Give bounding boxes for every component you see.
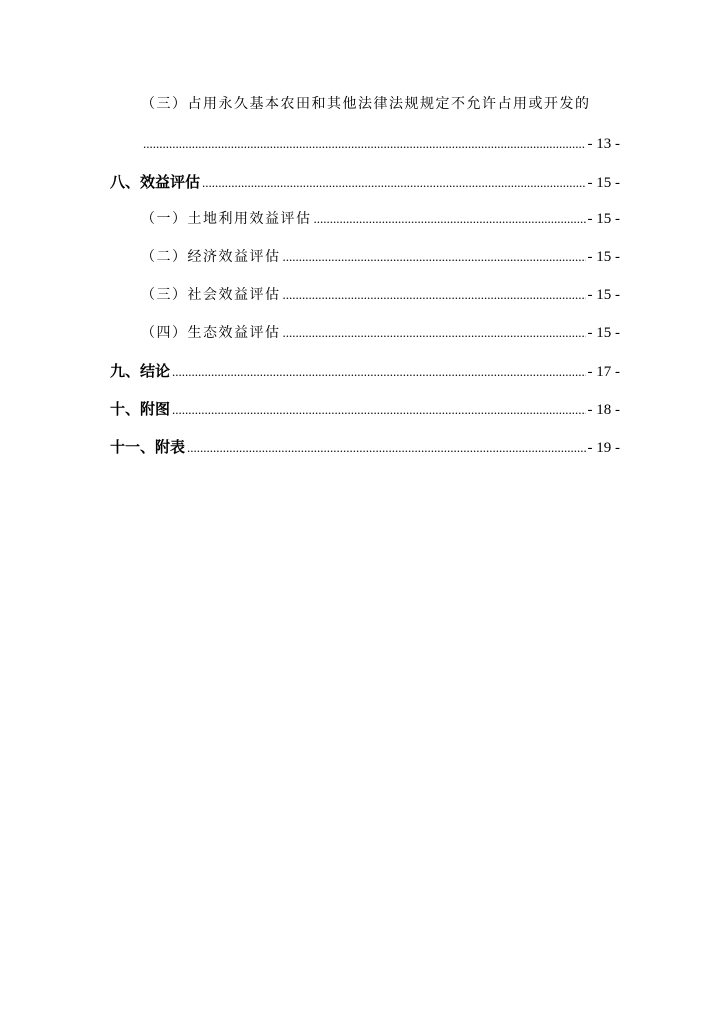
- toc-entry-title: （二）经济效益评估: [141, 249, 281, 265]
- dot-leader: [172, 398, 585, 422]
- toc-page-number: - 15 -: [587, 325, 620, 341]
- toc-entry-3-3[interactable]: [141, 92, 620, 116]
- dot-leader: [202, 171, 585, 195]
- toc-page-number: - 15 -: [587, 211, 620, 227]
- toc-entry-11[interactable]: [110, 435, 620, 459]
- toc-entry-10[interactable]: [110, 397, 620, 421]
- dot-leader: [283, 283, 586, 307]
- toc-entry-title: 十、附图: [110, 400, 171, 418]
- toc-entry-title: 九、结论: [110, 362, 171, 380]
- toc-page-number: - 15 -: [587, 175, 620, 191]
- toc-entry-3-3-continuation[interactable]: [141, 132, 620, 156]
- toc-entry-title: （一）土地利用效益评估: [141, 211, 312, 227]
- toc-entry-8[interactable]: [110, 170, 620, 194]
- toc-page-number: - 19 -: [587, 440, 620, 456]
- dot-leader: [314, 207, 586, 231]
- dot-leader: [143, 132, 586, 156]
- dot-leader: [283, 321, 586, 345]
- toc-page-number: - 13 -: [587, 136, 620, 152]
- toc-entry-8-2[interactable]: [141, 245, 620, 269]
- toc-entry-8-4[interactable]: [141, 321, 620, 345]
- toc-entry-8-1[interactable]: [141, 207, 620, 231]
- dot-leader: [172, 360, 585, 384]
- dot-leader: [283, 245, 586, 269]
- toc-page-number: - 15 -: [587, 249, 620, 265]
- toc-entry-9[interactable]: [110, 359, 620, 383]
- dot-leader: [187, 436, 585, 460]
- toc-entry-title: 十一、附表: [110, 438, 186, 456]
- toc-entry-title: （四）生态效益评估: [141, 325, 281, 341]
- toc-page-number: - 17 -: [587, 364, 620, 380]
- toc-page-number: - 15 -: [587, 287, 620, 303]
- toc-entry-title: （三）占用永久基本农田和其他法律法规规定不允许占用或开发的: [141, 96, 591, 112]
- toc-entry-title: 八、效益评估: [110, 173, 201, 191]
- toc-entry-8-3[interactable]: [141, 283, 620, 307]
- toc-page-number: - 18 -: [587, 402, 620, 418]
- toc-entry-title: （三）社会效益评估: [141, 287, 281, 303]
